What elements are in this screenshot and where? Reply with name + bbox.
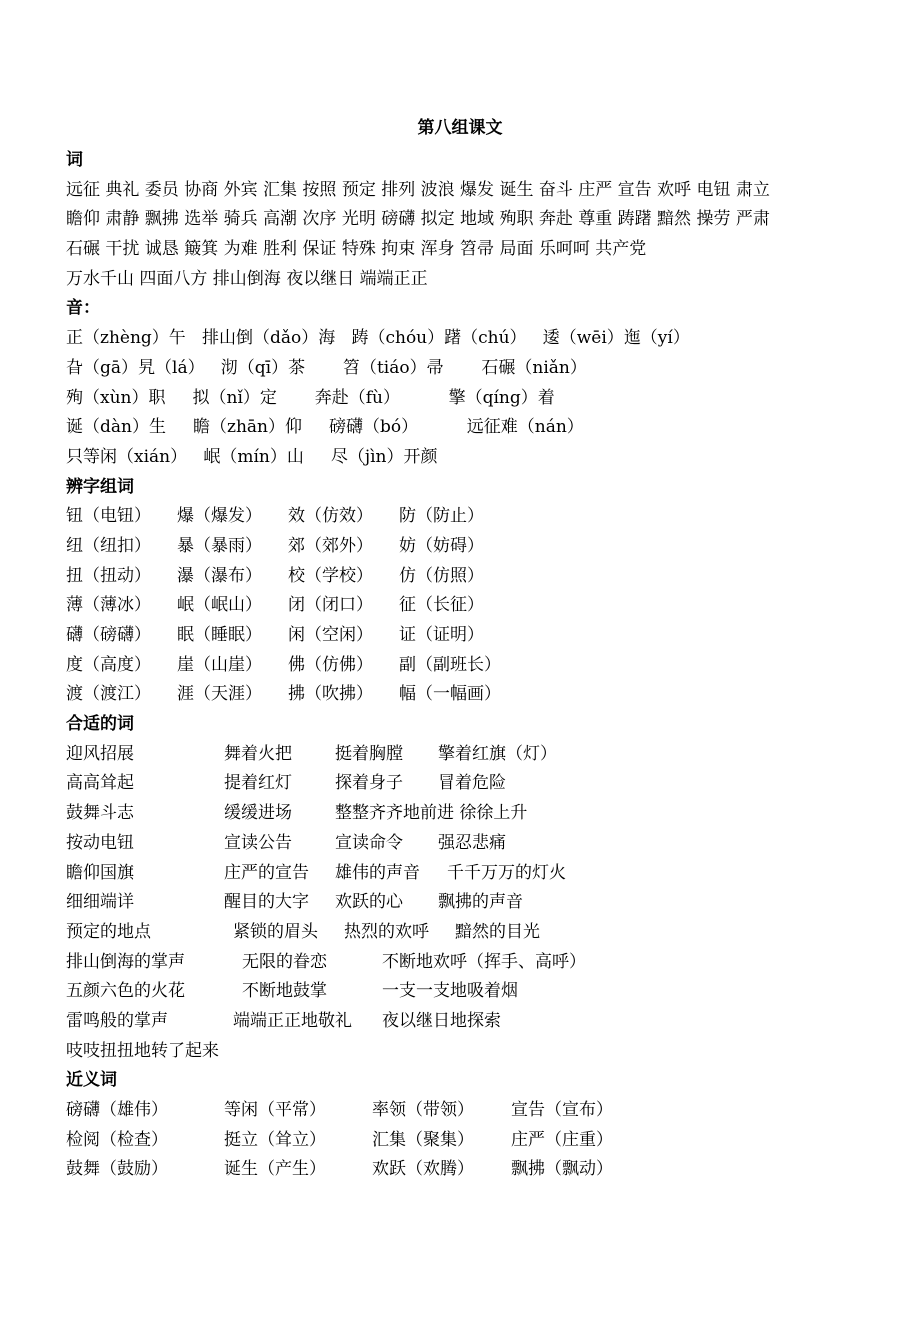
bianzi-cell: 校（学校）: [288, 565, 373, 586]
bianzi-cell: 妨（妨碍）: [399, 535, 484, 556]
phrase-cell: 挺着胸膛: [335, 743, 403, 764]
phrase-cell: 宣读命令: [335, 832, 403, 853]
word-line: 远征 典礼 委员 协商 外宾 汇集 按照 预定 排列 波浪 爆发 诞生 奋斗 庄严 宣告 欢呼 电钮 肃立: [66, 179, 770, 200]
section-heading-ci: 词: [66, 150, 83, 170]
phrase-cell: 瞻仰国旗: [66, 862, 134, 883]
phrase-cell: 端端正正地敬礼: [233, 1010, 352, 1031]
phrase-cell: 排山倒海的掌声: [66, 951, 185, 972]
section-heading-jinyi: 近义词: [66, 1070, 117, 1091]
bianzi-row: [66, 591, 866, 621]
phrase-cell: 千千万万的灯火: [447, 862, 566, 883]
bianzi-cell: 幅（一幅画）: [399, 684, 501, 705]
phrase-row: [66, 1007, 866, 1037]
bianzi-cell: 征（长征）: [399, 595, 484, 616]
bianzi-cell: 证（证明）: [399, 625, 484, 645]
synonym-cell: 等闲（平常）: [224, 1100, 326, 1120]
section-heading-yin: 音：: [66, 298, 100, 319]
synonym-cell: 鼓舞（鼓励）: [66, 1159, 168, 1180]
phrase-cell: 飘拂的声音: [438, 892, 523, 913]
pinyin-line: 殉（xùn）职 拟（nǐ）定 奔赴（fù） 擎（qíng）着: [66, 387, 555, 408]
bianzi-row: [66, 562, 866, 592]
pinyin-line: 只等闲（xián） 岷（mín）山 尽（jìn）开颜: [66, 446, 438, 467]
bianzi-row: [66, 680, 866, 710]
bianzi-cell: 纽（纽扣）: [66, 535, 151, 556]
bianzi-cell: 钮（电钮）: [66, 506, 151, 527]
section-heading-heshi: 合适的词: [66, 714, 134, 735]
synonym-cell: 诞生（产生）: [224, 1159, 326, 1180]
phrase-row: [66, 769, 866, 799]
bianzi-cell: 度（高度）: [66, 654, 151, 675]
bianzi-row: [66, 532, 866, 562]
bianzi-cell: 瀑（瀑布）: [177, 565, 262, 586]
phrase-cell: 迎风招展: [66, 743, 134, 764]
synonym-cell: 磅礴（雄伟）: [66, 1100, 168, 1120]
synonym-row: [66, 1126, 866, 1156]
bianzi-cell: 涯（天涯）: [177, 684, 262, 705]
phrase-cell: 缓缓进场: [224, 803, 292, 824]
word-line: 石碾 干扰 诚恳 簸箕 为难 胜利 保证 特殊 拘束 浑身 笤帚 局面 乐呵呵 共产党: [66, 239, 647, 260]
phrase-row: [66, 948, 866, 978]
phrase-cell: 夜以继日地探索: [382, 1010, 501, 1031]
bianzi-row: [66, 651, 866, 681]
phrase-cell: 不断地鼓掌: [242, 981, 327, 1002]
phrase-cell: 雷鸣般的掌声: [66, 1010, 168, 1031]
bianzi-cell: 佛（仿佛）: [288, 654, 373, 675]
phrase-cell: 热烈的欢呼: [344, 921, 429, 942]
phrase-row: [66, 740, 866, 770]
bianzi-cell: 眠（睡眠）: [177, 625, 262, 645]
synonym-cell: 汇集（聚集）: [372, 1129, 474, 1150]
phrase-row: [66, 918, 866, 948]
phrase-cell: 一支一支地吸着烟: [382, 981, 518, 1002]
phrase-cell: 无限的眷恋: [242, 951, 327, 972]
synonym-cell: 宣告（宣布）: [511, 1100, 613, 1120]
phrase-cell: 庄严的宣告: [224, 862, 309, 883]
bianzi-cell: 渡（渡江）: [66, 684, 151, 705]
word-line: 万水千山 四面八方 排山倒海 夜以继日 端端正正: [66, 268, 428, 289]
phrase-line: 吱吱扭扭地转了起来: [66, 1040, 219, 1061]
phrase-cell: 细细端详: [66, 892, 134, 913]
phrase-row: [66, 888, 866, 918]
phrase-cell: 舞着火把: [224, 743, 292, 764]
phrase-cell: 冒着危险: [438, 773, 506, 794]
synonym-row: [66, 1096, 866, 1126]
bianzi-cell: 效（仿效）: [288, 506, 373, 527]
section-heading-bianzi: 辨字组词: [66, 476, 134, 497]
phrase-cell: 雄伟的声音: [335, 862, 420, 883]
phrase-cell: 紧锁的眉头: [233, 921, 318, 942]
pinyin-line: 诞（dàn）生 瞻（zhān）仰 磅礴（bó） 远征难（nán）: [66, 417, 584, 438]
phrase-cell: 醒目的大字: [224, 892, 309, 913]
phrase-cell: 强忍悲痛: [438, 832, 506, 853]
bianzi-cell: 暴（暴雨）: [177, 535, 262, 556]
bianzi-cell: 崖（山崖）: [177, 654, 262, 675]
phrase-cell: 不断地欢呼（挥手、高呼）: [382, 951, 586, 972]
bianzi-cell: 礴（磅礴）: [66, 625, 151, 645]
synonym-cell: 挺立（耸立）: [224, 1129, 326, 1150]
document-body: [66, 146, 866, 1185]
phrase-cell: 宣读公告: [224, 832, 292, 853]
phrase-cell: 提着红灯: [224, 773, 292, 794]
bianzi-cell: 副（副班长）: [399, 654, 501, 675]
phrase-row: [66, 829, 866, 859]
pinyin-line: 旮（gā）旯（lá） 沏（qī）茶 笤（tiáo）帚 石碾（niǎn）: [66, 357, 587, 378]
phrase-cell: 黯然的目光: [455, 921, 540, 942]
bianzi-row: [66, 621, 866, 651]
synonym-cell: 欢跃（欢腾）: [372, 1159, 474, 1180]
phrase-cell: 五颜六色的火花: [66, 981, 185, 1002]
bianzi-cell: 爆（爆发）: [177, 506, 262, 527]
phrase-cell: 鼓舞斗志: [66, 803, 134, 824]
pinyin-line: 正（zhèng）午 排山倒（dǎo）海 踌（chóu）躇（chú） 逶（wēi）迤（yí）: [66, 328, 690, 349]
bianzi-cell: 薄（薄冰）: [66, 595, 151, 616]
phrase-cell: 整整齐齐地前进 徐徐上升: [335, 803, 528, 824]
phrase-row: [66, 799, 866, 829]
phrase-cell: 探着身子: [335, 773, 403, 794]
phrase-cell: 擎着红旗（灯）: [438, 743, 557, 764]
bianzi-cell: 闭（闭口）: [288, 595, 373, 616]
word-line: 瞻仰 肃静 飘拂 选举 骑兵 高潮 次序 光明 磅礴 拟定 地域 殉职 奔赴 尊重 踌躇 黯然 操劳 严肃: [66, 209, 770, 230]
synonym-cell: 率领（带领）: [372, 1100, 474, 1120]
phrase-row: [66, 859, 866, 889]
bianzi-cell: 郊（郊外）: [288, 535, 373, 556]
bianzi-cell: 闲（空闲）: [288, 625, 373, 645]
bianzi-cell: 扭（扭动）: [66, 565, 151, 586]
phrase-cell: 预定的地点: [66, 921, 151, 942]
synonym-row: [66, 1155, 866, 1185]
phrase-cell: 按动电钮: [66, 832, 134, 853]
synonym-cell: 庄严（庄重）: [511, 1129, 613, 1150]
phrase-row: [66, 977, 866, 1007]
bianzi-cell: 仿（仿照）: [399, 565, 484, 586]
phrase-cell: 高高耸起: [66, 773, 134, 794]
synonym-cell: 检阅（检查）: [66, 1129, 168, 1150]
page-title: 第八组课文: [417, 118, 503, 138]
bianzi-cell: 岷（岷山）: [177, 595, 262, 616]
bianzi-cell: 拂（吹拂）: [288, 684, 373, 705]
synonym-cell: 飘拂（飘动）: [511, 1159, 613, 1180]
phrase-cell: 欢跃的心: [335, 892, 403, 913]
bianzi-row: [66, 502, 866, 532]
bianzi-cell: 防（防止）: [399, 506, 484, 527]
